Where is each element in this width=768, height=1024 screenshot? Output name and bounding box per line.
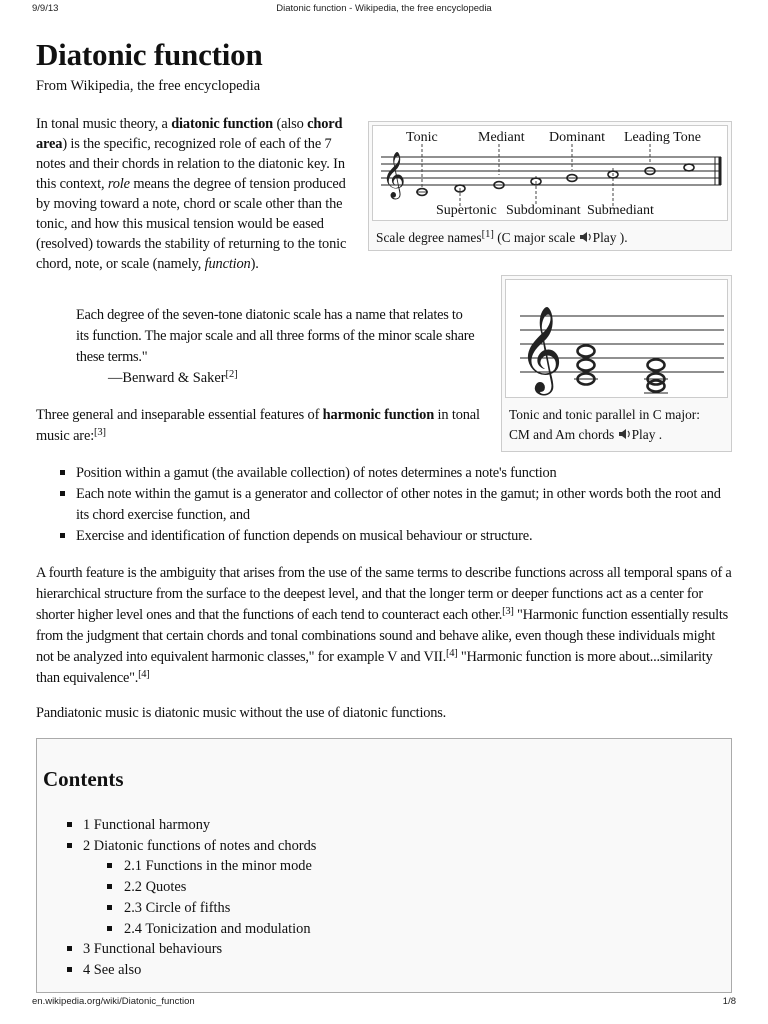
blockquote — [76, 305, 476, 389]
features-list — [36, 463, 732, 547]
treble-clef-icon: 𝄞 — [382, 152, 406, 198]
ref-3[interactable]: [3] — [94, 427, 106, 438]
list-item: Exercise and identification of function depends on musical behaviour or structure. — [36, 526, 732, 547]
toc-list — [37, 815, 731, 981]
play-link[interactable]: Play — [631, 427, 656, 442]
page-subtitle: From Wikipedia, the free encyclopedia — [36, 78, 261, 94]
label-dominant: Dominant — [549, 130, 605, 145]
ref-4[interactable]: [4] — [446, 648, 458, 659]
scale-degree-image — [372, 125, 728, 221]
treble-clef-icon: 𝄞 — [519, 306, 563, 392]
scale-notes — [416, 164, 694, 195]
print-date: 9/9/13 — [32, 3, 59, 14]
ref-1[interactable]: [1] — [481, 229, 494, 240]
print-url: en.wikipedia.org/wiki/Diatonic_function — [32, 996, 195, 1007]
label-leading-tone: Leading Tone — [624, 130, 701, 145]
term-diatonic-function: diatonic function — [171, 116, 273, 132]
label-mediant: Mediant — [478, 130, 525, 145]
print-header — [32, 3, 736, 17]
intro-paragraph: In tonal music theory, a diatonic function (also chord area) is the specific, recognized role of each of the 7 notes and their chords in relation to the diatonic key. In this context, role means the degree of tension produced by moving toward a note, chord or scale other than the tonic, and how this musical tension would be eased (resolved) towards the stability of returning to the tonic chord, note, or scale (namely, function). — [36, 116, 347, 272]
chords-staff-svg — [506, 280, 729, 399]
print-title: Diatonic function - Wikipedia, the free encyclopedia — [276, 3, 492, 14]
toc-item-2-4[interactable]: 2.4 Tonicization and modulation — [37, 919, 731, 940]
speaker-icon[interactable] — [579, 231, 593, 243]
chords-figure-caption: Tonic and tonic parallel in C major: CM and Am chords Play . — [509, 407, 700, 442]
toc-item-2-2[interactable]: 2.2 Quotes — [37, 877, 731, 898]
term-chord-area: chord area — [36, 116, 343, 152]
quote-text: Each degree of the seven-tone diatonic scale has a name that relates to its function. The major scale and all three forms of the minor scale share these terms." — [76, 307, 475, 365]
page-title: Diatonic function — [36, 37, 263, 72]
fourth-feature-paragraph: A fourth feature is the ambiguity that arises from the use of the same terms to describe functions across all temporal spans of a hierarchical structure from the surface to the deepest level, and that the longer term or deeper functions act as a center for shorter higher level ones and that the functions of each tend to counteract each other.[3] "Harmonic function essentially results from the judgment that certain chords and tonal combinations sound and behave alike, even though these individuals might not be analyzed into equivalent harmonic classes," for example V and VII.[4] "Harmonic function is more about...similarity than equivalence".[4] — [36, 565, 732, 686]
label-submediant: Submediant — [587, 203, 654, 218]
page-number: 1/8 — [722, 996, 736, 1007]
chords-image — [505, 279, 728, 398]
scale-degree-figure — [368, 121, 732, 251]
table-of-contents — [36, 738, 732, 993]
staff-lines — [381, 157, 721, 185]
ref-2[interactable]: [2] — [225, 369, 238, 380]
toc-heading: Contents — [43, 767, 124, 791]
note-c-high — [684, 164, 694, 171]
ref-4b[interactable]: [4] — [138, 669, 150, 680]
article-content — [36, 36, 732, 96]
ref-3b[interactable]: [3] — [502, 606, 514, 617]
term-harmonic-function: harmonic function — [322, 407, 435, 423]
chords-figure — [501, 275, 732, 452]
toc-item-2-3[interactable]: 2.3 Circle of fifths — [37, 898, 731, 919]
toc-item-2-1[interactable]: 2.1 Functions in the minor mode — [37, 856, 731, 877]
quote-attribution: —Benward & Saker[2] — [108, 369, 238, 386]
a-minor-chord — [644, 360, 668, 394]
toc-item-1[interactable]: 1 Functional harmony — [37, 815, 731, 836]
print-footer — [32, 996, 736, 1010]
speaker-icon[interactable] — [618, 428, 632, 440]
toc-item-2[interactable]: 2 Diatonic functions of notes and chords — [37, 836, 731, 857]
label-subdominant: Subdominant — [506, 203, 581, 218]
pandiatonic-paragraph: Pandiatonic music is diatonic music without the use of diatonic functions. — [36, 705, 447, 721]
label-tonic: Tonic — [406, 130, 438, 145]
list-item: Each note within the gamut is a generator and collector of other notes in the gamut; in other words both the root and its chord exercise function, and — [36, 484, 732, 526]
toc-item-3[interactable]: 3 Functional behaviours — [37, 939, 731, 960]
scale-figure-caption: Scale degree names[1] (C major scale Play ). — [376, 229, 628, 245]
label-supertonic: Supertonic — [436, 203, 497, 218]
toc-item-4[interactable]: 4 See also — [37, 960, 731, 981]
features-lead: Three general and inseparable essential features of harmonic function in tonal music are:[3] — [36, 407, 480, 444]
guide-lines — [422, 144, 650, 206]
play-link[interactable]: Play — [592, 230, 617, 245]
list-item: Position within a gamut (the available collection) of notes determines a note's function — [36, 463, 732, 484]
c-major-chord — [574, 346, 598, 385]
